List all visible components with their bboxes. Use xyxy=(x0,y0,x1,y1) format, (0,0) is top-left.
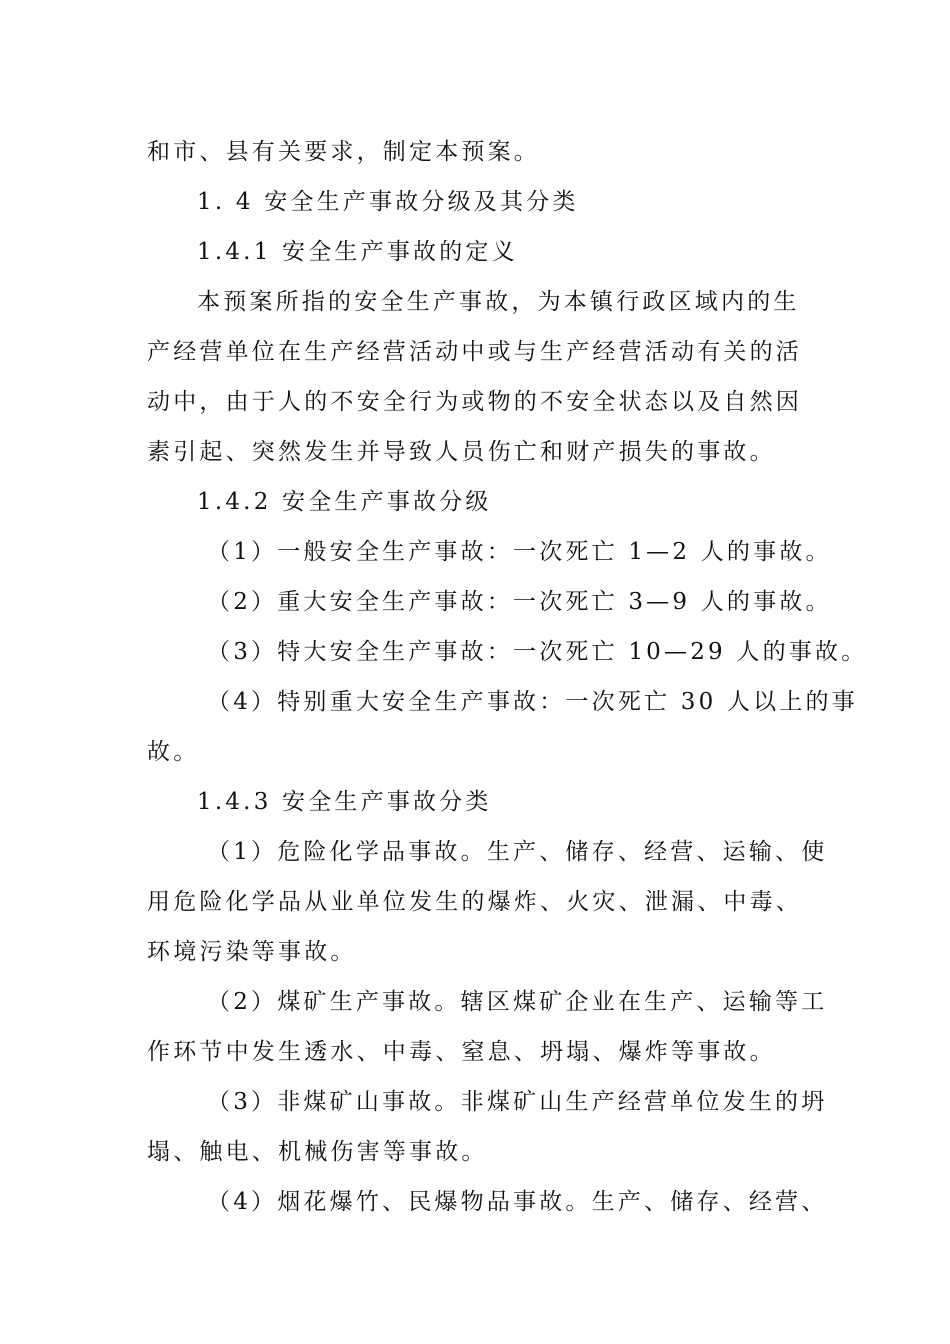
grading-list-item: （1）一般安全生产事故：一次死亡 1—2 人的事故。 xyxy=(207,539,832,565)
classification-paragraph-line: （4）烟花爆竹、民爆物品事故。生产、储存、经营、 xyxy=(207,1189,828,1215)
subsection-heading-1-4-2: 1.4.2 安全生产事故分级 xyxy=(197,489,492,515)
document-body xyxy=(147,127,868,1227)
classification-paragraph-line: 用危险化学品从业单位发生的爆炸、火灾、泄漏、中毒、 xyxy=(147,889,802,915)
paragraph-continuation: 和市、县有关要求，制定本预案。 xyxy=(147,139,540,165)
subsection-heading-1-4-3: 1.4.3 安全生产事故分类 xyxy=(197,789,492,815)
definition-paragraph-line: 素引起、突然发生并导致人员伤亡和财产损失的事故。 xyxy=(147,439,776,465)
grading-list-item: （4）特别重大安全生产事故：一次死亡 30 人以上的事 xyxy=(207,689,858,715)
definition-paragraph-line: 产经营单位在生产经营活动中或与生产经营活动有关的活 xyxy=(147,339,802,365)
classification-paragraph-line: （2）煤矿生产事故。辖区煤矿企业在生产、运输等工 xyxy=(207,989,828,1015)
grading-list-item: （2）重大安全生产事故：一次死亡 3—9 人的事故。 xyxy=(207,589,832,615)
grading-list-item: （3）特大安全生产事故：一次死亡 10—29 人的事故。 xyxy=(207,639,868,665)
classification-paragraph-line: （3）非煤矿山事故。非煤矿山生产经营单位发生的坍 xyxy=(207,1089,828,1115)
classification-paragraph-line: 塌、触电、机械伤害等事故。 xyxy=(147,1139,488,1165)
definition-paragraph-line: 本预案所指的安全生产事故，为本镇行政区域内的生 xyxy=(197,289,800,315)
grading-list-item-continuation: 故。 xyxy=(147,739,200,765)
definition-paragraph-line: 动中，由于人的不安全行为或物的不安全状态以及自然因 xyxy=(147,389,802,415)
classification-paragraph-line: 作环节中发生透水、中毒、窒息、坍塌、爆炸等事故。 xyxy=(147,1039,776,1065)
section-heading-1-4: 1. 4 安全生产事故分级及其分类 xyxy=(197,189,579,215)
subsection-heading-1-4-1: 1.4.1 安全生产事故的定义 xyxy=(197,239,518,265)
classification-paragraph-line: （1）危险化学品事故。生产、储存、经营、运输、使 xyxy=(207,839,828,865)
classification-paragraph-line: 环境污染等事故。 xyxy=(147,939,357,965)
